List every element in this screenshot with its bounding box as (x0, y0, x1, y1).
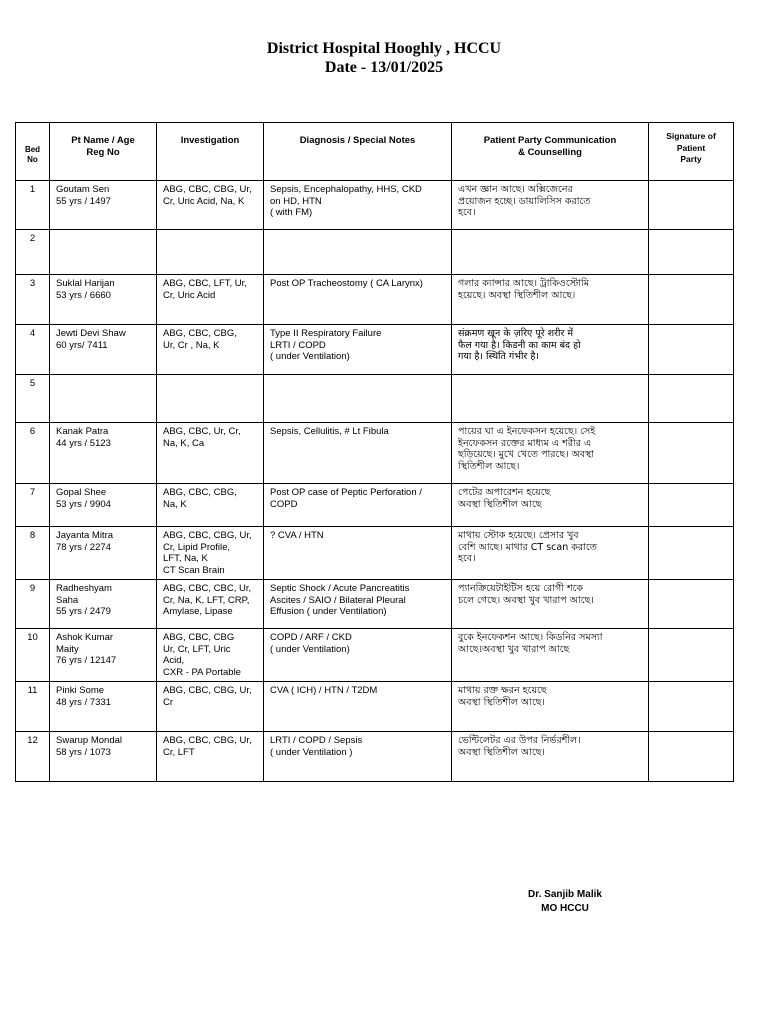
table-row (16, 325, 734, 375)
bed-number: 10 (16, 629, 50, 682)
signature-cell[interactable] (649, 325, 734, 375)
patient-name-cell: Gopal Shee 53 yrs / 9904 (50, 484, 157, 527)
communication-cell: পায়ের ঘা এ ইনফেকসন হয়েছে। সেই ইনফেকসন রক্তের মাধ্যম এ শরীর এ ছড়িয়েছে। মুখে খেতে পারছে। অবস্থা স্থিতিশীল আছে। (452, 423, 649, 484)
bed-number: 5 (16, 375, 50, 423)
diagnosis-cell: Septic Shock / Acute Pancreatitis Ascites / SAIO / Bilateral Pleural Effusion ( under Ventilation) (264, 580, 452, 629)
communication-cell: ভেন্টিলেটর এর উপর নির্ভরশীল। অবস্থা স্থিতিশীল আছে। (452, 732, 649, 782)
doctor-designation: MO HCCU (541, 903, 589, 914)
table-row (16, 682, 734, 732)
column-header-investigation: Investigation (157, 123, 264, 181)
investigation-cell: ABG, CBC, CBG Ur, Cr, LFT, Uric Acid, CXR - PA Portable (157, 629, 264, 682)
table-header-row (16, 123, 734, 181)
communication-cell (452, 375, 649, 423)
investigation-cell: ABG, CBC, Ur, Cr, Na, K, Ca (157, 423, 264, 484)
bed-number: 11 (16, 682, 50, 732)
signature-cell[interactable] (649, 484, 734, 527)
signature-cell[interactable] (649, 629, 734, 682)
doctor-name: Dr. Sanjib Malik (528, 889, 602, 900)
document-date: Date - 13/01/2025 (324, 59, 444, 76)
bed-number: 3 (16, 275, 50, 325)
investigation-cell: ABG, CBC, CBG, Ur, Cr (157, 682, 264, 732)
communication-cell: বুকে ইনফেকশন আছে। কিডনির সমস্যা আছে।অবস্থা খুব খারাপ আছে (452, 629, 649, 682)
communication-cell: পেটের অপারেশন হয়েছে অবস্থা স্থিতিশীল আছে (452, 484, 649, 527)
communication-cell: প্যানক্রিয়েটাইটিস হয়ে রোগী শকে চলে গেছে। অবস্থা খুব খারাপ আছে। (452, 580, 649, 629)
patient-name-cell: Kanak Patra 44 yrs / 5123 (50, 423, 157, 484)
diagnosis-cell: Type II Respiratory Failure LRTI / COPD ( under Ventilation) (264, 325, 452, 375)
column-header-bed: Bed No (16, 123, 50, 181)
table-row (16, 580, 734, 629)
patient-name-cell: Radheshyam Saha 55 yrs / 2479 (50, 580, 157, 629)
diagnosis-cell: Post OP Tracheostomy ( CA Larynx) (264, 275, 452, 325)
communication-cell (452, 230, 649, 275)
table-row (16, 732, 734, 782)
bed-number: 7 (16, 484, 50, 527)
bed-number: 4 (16, 325, 50, 375)
communication-cell: संक्रमण खून के ज़रिए पूरे शरीर में फैल गया है। किडनी का काम बंद हो गया है। स्थिति गंभीर है। (452, 325, 649, 375)
investigation-cell (157, 230, 264, 275)
signature-cell[interactable] (649, 580, 734, 629)
diagnosis-cell: Sepsis, Encephalopathy, HHS, CKD on HD, HTN ( with FM) (264, 181, 452, 230)
diagnosis-cell: Sepsis, Cellulitis, # Lt Fibula (264, 423, 452, 484)
investigation-cell: ABG, CBC, CBC, Ur, Cr, Na, K, LFT, CRP, Amylase, Lipase (157, 580, 264, 629)
patient-name-cell: Pinki Some 48 yrs / 7331 (50, 682, 157, 732)
diagnosis-cell: COPD / ARF / CKD ( under Ventilation) (264, 629, 452, 682)
diagnosis-cell: Post OP case of Peptic Perforation / COPD (264, 484, 452, 527)
patient-name-cell: Jayanta Mitra 78 yrs / 2274 (50, 527, 157, 580)
communication-cell: মাথায় স্টোক হয়েছে। প্রেসার খুব বেশি আছে। মাথার CT scan করাতে হবে। (452, 527, 649, 580)
investigation-cell: ABG, CBC, CBG, Ur, Cr, Uric Acid, Na, K (157, 181, 264, 230)
bed-number: 9 (16, 580, 50, 629)
signature-cell[interactable] (649, 527, 734, 580)
signoff-block (500, 888, 630, 916)
diagnosis-cell (264, 375, 452, 423)
table-row (16, 230, 734, 275)
patient-name-cell: Swarup Mondal 58 yrs / 1073 (50, 732, 157, 782)
table-row (16, 275, 734, 325)
signature-cell[interactable] (649, 682, 734, 732)
column-header-signature: Signature of Patient Party (649, 123, 734, 181)
bed-number: 6 (16, 423, 50, 484)
table-row (16, 181, 734, 230)
signature-cell[interactable] (649, 230, 734, 275)
column-header-diagnosis: Diagnosis / Special Notes (264, 123, 452, 181)
bed-number: 1 (16, 181, 50, 230)
document-title: District Hospital Hooghly , HCCU (266, 40, 502, 57)
bed-number: 2 (16, 230, 50, 275)
patient-name-cell (50, 230, 157, 275)
communication-cell: গলার ক্যান্সার আছে। ট্রাকিওস্টোমি হয়েছে। অবস্থা স্থিতিশীল আছে। (452, 275, 649, 325)
signature-cell[interactable] (649, 275, 734, 325)
investigation-cell (157, 375, 264, 423)
bed-number: 12 (16, 732, 50, 782)
column-header-name: Pt Name / Age Reg No (50, 123, 157, 181)
investigation-cell: ABG, CBC, CBG, Ur, Cr, Lipid Profile, LFT, Na, K CT Scan Brain (157, 527, 264, 580)
column-header-communication: Patient Party Communication & Counselling (452, 123, 649, 181)
table-row (16, 527, 734, 580)
patient-name-cell (50, 375, 157, 423)
table-row (16, 484, 734, 527)
diagnosis-cell: LRTI / COPD / Sepsis ( under Ventilation ) (264, 732, 452, 782)
signature-cell[interactable] (649, 732, 734, 782)
communication-cell: মাথায় রক্ত ক্ষরন হয়েছে অবস্থা স্থিতিশীল আছে। (452, 682, 649, 732)
investigation-cell: ABG, CBC, CBG, Ur, Cr, LFT (157, 732, 264, 782)
patient-name-cell: Jewti Devi Shaw 60 yrs/ 7411 (50, 325, 157, 375)
investigation-cell: ABG, CBC, LFT, Ur, Cr, Uric Acid (157, 275, 264, 325)
investigation-cell: ABG, CBC, CBG, Na, K (157, 484, 264, 527)
signature-cell[interactable] (649, 375, 734, 423)
diagnosis-cell: CVA ( ICH) / HTN / T2DM (264, 682, 452, 732)
diagnosis-cell: ? CVA / HTN (264, 527, 452, 580)
patient-name-cell: Goutam Sen 55 yrs / 1497 (50, 181, 157, 230)
patient-name-cell: Ashok Kumar Maity 76 yrs / 12147 (50, 629, 157, 682)
communication-cell: এখন জ্ঞান আছে। অক্সিজেনের প্রয়োজন হচ্ছে। ডায়ালিসিস করাতে হবে। (452, 181, 649, 230)
table-row (16, 375, 734, 423)
investigation-cell: ABG, CBC, CBG, Ur, Cr , Na, K (157, 325, 264, 375)
patient-table (15, 122, 734, 782)
table-row (16, 629, 734, 682)
table-row (16, 423, 734, 484)
diagnosis-cell (264, 230, 452, 275)
signature-cell[interactable] (649, 181, 734, 230)
patient-name-cell: Suklal Harijan 53 yrs / 6660 (50, 275, 157, 325)
bed-number: 8 (16, 527, 50, 580)
signature-cell[interactable] (649, 423, 734, 484)
